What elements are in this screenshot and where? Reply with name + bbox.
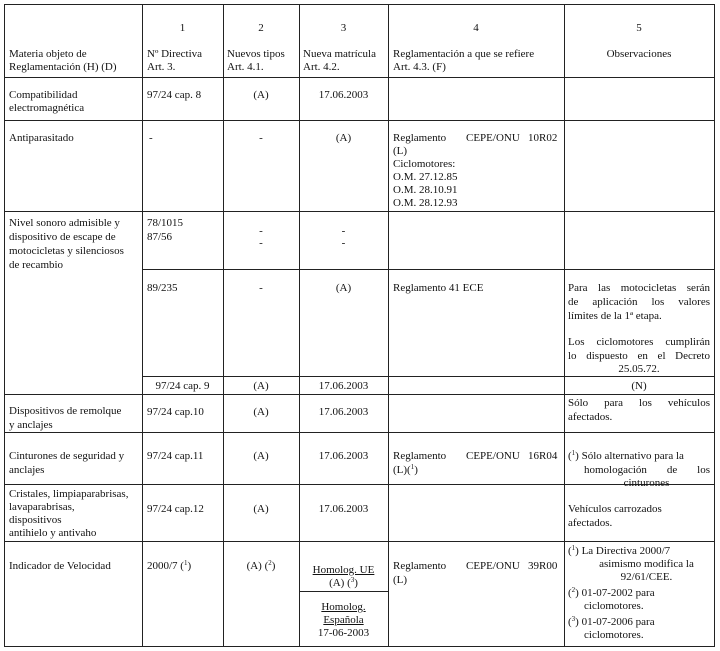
velocidad-obs-note3-line2: ciclomotores. [584, 629, 644, 641]
table-border-left [4, 4, 5, 647]
remolque-nuevos: (A) [253, 406, 269, 418]
footnote-marker: 3 [350, 576, 355, 584]
remolque-materia-line1: Dispositivos de remolque [9, 405, 122, 417]
velocidad-matricula-ue: Homolog. UE [312, 564, 375, 576]
nivel-sonoro-obs-line: 25.05.72. [618, 363, 660, 375]
velocidad-nuevos-text: (A) ( [246, 560, 269, 572]
header-materia-line1: Materia objeto de [9, 48, 87, 60]
column-number-4: 4 [473, 22, 479, 34]
antiparasitado-regl-line: O.M. 27.12.85 [393, 171, 458, 183]
cristales-materia-line1: Cristales, limpiaparabrisas, [9, 488, 129, 500]
table-border-right [714, 4, 715, 647]
header-matricula-line2: Art. 4.2. [303, 61, 340, 73]
header-observaciones: Observaciones [606, 48, 672, 60]
table-border-bottom [4, 646, 715, 647]
cinturones-regl-l: (L)( [393, 464, 411, 476]
row-divider [4, 541, 715, 542]
cinturones-materia-line2: anclajes [9, 464, 45, 476]
row-divider-partial [142, 376, 715, 377]
velocidad-matricula-es-line2: Española [323, 614, 364, 626]
nivel-sonoro-obs-line: Para las motocicletas serán [568, 282, 710, 294]
nivel-sonoro-materia-line3: motocicletas y silenciosos [9, 245, 124, 257]
cinturones-nuevos: (A) [253, 450, 269, 462]
velocidad-directiva-close: ) [187, 560, 192, 572]
antiparasitado-regl-line: (L) [393, 145, 408, 157]
cinturones-regl-mid: CEPE/ONU [466, 450, 520, 462]
footnote-marker: 1 [571, 449, 576, 457]
velocidad-matricula-es-line1: Homolog. [321, 601, 366, 613]
velocidad-obs-note1-line3: 92/61/CEE. [620, 571, 673, 583]
velocidad-matricula-ue-a [299, 577, 388, 590]
velocidad-obs-note2-line1: ($^2$) 01-07-2002 para [568, 586, 655, 599]
compatibilidad-materia-line2: electromagnética [9, 102, 85, 114]
antiparasitado-materia: Antiparasitado [9, 132, 74, 144]
velocidad-materia: Indicador de Velocidad [9, 560, 111, 572]
nivel-sonoro-matricula: - [341, 237, 346, 249]
antiparasitado-regl-line: O.M. 28.12.93 [393, 197, 458, 209]
velocidad-regl-right: 39R00 [528, 560, 558, 572]
nivel-sonoro-sub-nuevos: - [259, 282, 263, 294]
nivel-sonoro-sub2-observaciones: (N) [631, 380, 647, 392]
header-directiva-line2: Art. 3. [147, 61, 176, 73]
row-divider [4, 211, 715, 212]
cinturones-obs-text: ) Sólo alternativo para la [575, 450, 684, 462]
column-divider [564, 4, 565, 647]
velocidad-directiva-text: 2000/7 ( [147, 560, 184, 572]
antiparasitado-regl-right: 10R02 [528, 132, 558, 144]
footnote-marker: 2 [571, 586, 576, 594]
nivel-sonoro-sub-directiva: 89/235 [147, 282, 178, 294]
header-reglamentacion-line1: Reglamentación a que se refiere [393, 48, 535, 60]
row-divider [4, 120, 715, 121]
header-nuevos-line1: Nuevos tipos [227, 48, 285, 60]
compatibilidad-directiva: 97/24 cap. 8 [147, 89, 202, 101]
cinturones-directiva: 97/24 cap.11 [147, 450, 204, 462]
nivel-sonoro-materia-line2: dispositivo de escape de [9, 231, 116, 243]
column-divider [142, 4, 143, 647]
velocidad-obs-note1-text: ) La Directiva 2000/7 [575, 545, 671, 557]
antiparasitado-regl-left: Reglamento [393, 132, 447, 144]
antiparasitado-directiva: - [149, 132, 153, 144]
cristales-observaciones-line1: Vehículos carrozados [568, 503, 662, 515]
velocidad-matricula-ue-a-text: (A) ( [329, 577, 351, 589]
column-number-5: 5 [636, 22, 642, 34]
cell-divider-partial [299, 591, 388, 592]
cinturones-regl-right: 16R04 [528, 450, 558, 462]
column-number-3: 3 [340, 22, 347, 34]
nivel-sonoro-directiva: 87/56 [147, 231, 173, 243]
velocidad-obs-note3-text: ) 01-07-2006 para [575, 616, 655, 628]
velocidad-obs-note1-line1: ($^1$) La Directiva 2000/7 [568, 544, 671, 557]
nivel-sonoro-directiva: 78/1015 [147, 217, 184, 229]
nivel-sonoro-sub2-matricula: 17.06.2003 [318, 380, 369, 392]
nivel-sonoro-obs-line: lo dispuesto en el Decreto [568, 350, 710, 362]
table-border-top [4, 4, 715, 5]
regulation-table [4, 4, 715, 647]
nivel-sonoro-nuevos: - [259, 237, 263, 249]
antiparasitado-regl-line: O.M. 28.10.91 [393, 184, 458, 196]
velocidad-obs-note1-line2: asimismo modifica la [599, 558, 694, 570]
column-number-1: 1 [179, 22, 186, 34]
cinturones-regl-close: ) [414, 464, 418, 476]
footnote-marker: 1 [410, 463, 415, 471]
row-divider-partial [142, 269, 715, 270]
footnote-marker: 1 [183, 559, 188, 567]
column-divider [388, 4, 389, 647]
velocidad-regl-left: Reglamento [393, 560, 447, 572]
remolque-materia-line2: y anclajes [9, 419, 53, 431]
nivel-sonoro-materia-line1: Nivel sonoro admisible y [9, 217, 120, 229]
velocidad-matricula-ue-a-close: ) [354, 577, 358, 589]
velocidad-obs-note3-line1: ($^3$) 01-07-2006 para [568, 615, 655, 628]
compatibilidad-matricula: 17.06.2003 [318, 89, 369, 101]
cristales-materia-line2: lavaparabrisas, [9, 501, 75, 513]
nivel-sonoro-sub2-nuevos: (A) [253, 380, 269, 392]
compatibilidad-materia-line1: Compatibilidad [9, 89, 78, 101]
header-matricula-line1: Nueva matrícula [303, 48, 376, 60]
cristales-matricula: 17.06.2003 [318, 503, 369, 515]
cristales-materia-line3: dispositivos [9, 514, 62, 526]
remolque-observaciones-line1: Sólo para los vehículos [568, 397, 710, 409]
cinturones-regl-left: Reglamento [393, 450, 447, 462]
antiparasitado-regl-line: Ciclomotores: [393, 158, 456, 170]
velocidad-obs-note2-line2: ciclomotores. [584, 600, 644, 612]
nivel-sonoro-nuevos: - [259, 225, 263, 237]
antiparasitado-nuevos: - [259, 132, 263, 144]
compatibilidad-nuevos: (A) [253, 89, 269, 101]
velocidad-nuevos [223, 560, 299, 573]
footnote-marker: 3 [571, 615, 576, 623]
row-divider [4, 394, 715, 395]
cristales-observaciones-line2: afectados. [568, 517, 613, 529]
remolque-matricula: 17.06.2003 [318, 406, 369, 418]
velocidad-nuevos-close: ) [271, 560, 276, 572]
antiparasitado-matricula: (A) [335, 132, 352, 144]
cristales-materia-line4: antihielo y antivaho [9, 527, 97, 539]
cinturones-materia-line1: Cinturones de seguridad y [9, 450, 125, 462]
nivel-sonoro-sub-reglamentacion: Reglamento 41 ECE [393, 282, 484, 294]
nivel-sonoro-obs-line: Los ciclomotores cumplirán [568, 336, 710, 348]
header-materia-line2: Reglamentación (H) (D) [9, 61, 117, 73]
header-reglamentacion-line2: Art. 4.3. (F) [393, 61, 446, 73]
footnote-marker: 1 [571, 544, 576, 552]
header-directiva-line1: Nº Directiva [147, 48, 203, 60]
nivel-sonoro-matricula: - [341, 225, 346, 237]
velocidad-regl-line2: (L) [393, 574, 408, 586]
velocidad-directiva [147, 560, 191, 573]
remolque-directiva: 97/24 cap.10 [147, 406, 204, 418]
column-number-2: 2 [258, 22, 264, 34]
cinturones-regl-line2 [393, 464, 418, 477]
row-divider [4, 432, 715, 433]
velocidad-obs-note2-text: ) 01-07-2002 para [575, 587, 655, 599]
remolque-observaciones-line2: afectados. [568, 411, 613, 423]
cinturones-matricula: 17.06.2003 [318, 450, 369, 462]
velocidad-matricula-es-line3: 17-06-2003 [317, 627, 370, 639]
nivel-sonoro-sub2-directiva: 97/24 cap. 9 [155, 380, 210, 392]
cinturones-obs-line1: ($^1$) Sólo alternativo para la [568, 449, 684, 462]
cristales-nuevos: (A) [253, 503, 269, 515]
row-divider [4, 77, 715, 78]
nivel-sonoro-sub-matricula: (A) [335, 282, 352, 294]
nivel-sonoro-materia-line4: de recambio [9, 259, 64, 271]
header-nuevos-line2: Art. 4.1. [227, 61, 264, 73]
cristales-directiva: 97/24 cap.12 [147, 503, 204, 515]
antiparasitado-regl-mid: CEPE/ONU [466, 132, 520, 144]
footnote-marker: 2 [268, 559, 272, 567]
velocidad-regl-mid: CEPE/ONU [466, 560, 520, 572]
nivel-sonoro-obs-line: de aplicación los valores [568, 296, 710, 308]
cinturones-obs-line2: homologación de los [584, 464, 710, 476]
nivel-sonoro-obs-line: límites de la 1ª etapa. [568, 310, 662, 322]
cinturones-obs-line3: cinturones [623, 477, 670, 489]
